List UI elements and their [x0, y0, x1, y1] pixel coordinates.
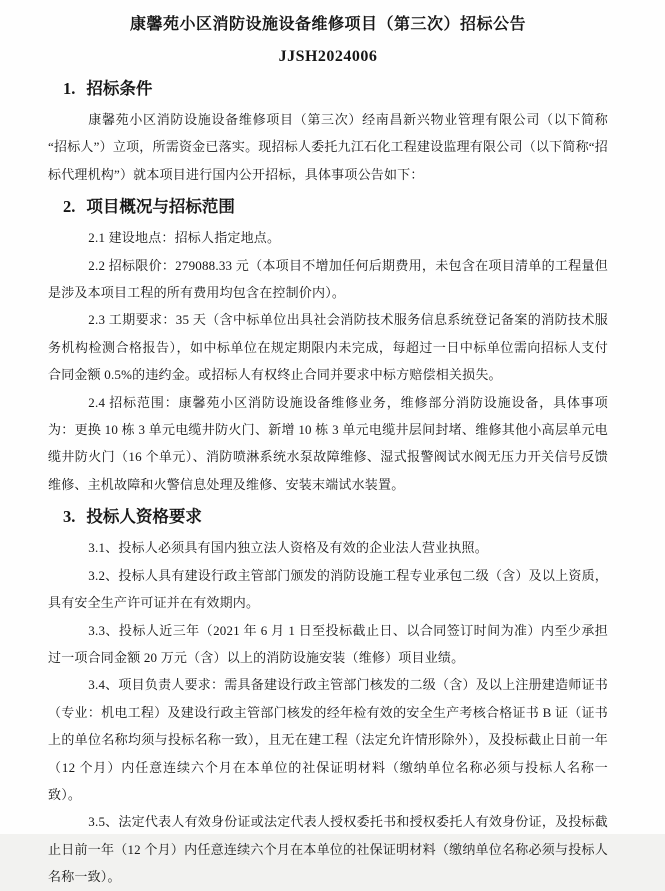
paragraph-legal-person-qualification: 3.1、投标人必须具有国内独立法人资格及有效的企业法人营业执照。: [88, 540, 488, 556]
paragraph-legal-representative-id: 3.5、法定代表人有效身份证或法定代表人授权委托书和授权委托人有效身份证，及投标截止日前一年（12 个月）内任意连续六个月在本单位的社保证明材料（缴纳单位名称必须与投标人名称一致）。: [48, 814, 608, 885]
paragraph-performance-requirement: 3.3、投标人近三年（2021 年 6 月 1 日至投标截止日、以合同签订时间为准）内至少承担过一项合同金额 20 万元（含）以上的消防设施安装（维修）项目业绩。: [48, 622, 608, 665]
document-title: 康馨苑小区消防设施设备维修项目（第三次）招标公告: [129, 16, 526, 33]
section-heading-project-overview: [48, 193, 608, 221]
paragraph-bid-price-limit: 2.2 招标限价：279088.33 元（本项目不增加任何后期费用，未包含在项目清单的工程量但是涉及本项目工程的所有费用均包含在控制价内）。: [48, 257, 608, 301]
paragraph-bid-scope: 2.4 招标范围：康馨苑小区消防设施设备维修业务，维修部分消防设施设备，具体事项为：更换 10 栋 3 单元电缆井防火门、新增 10 栋 3 单元电缆井层间封堵、维修其他小高层单元电缆井防火门（16 个单元）、消防喷淋系统水泵故障维修、湿式报警阀试水阀无压力开关信号反馈维修、主机故障和火警信息处理及维修、安装末端试水装置。: [48, 394, 608, 492]
paragraph-bid-conditions: 康馨苑小区消防设施设备维修项目（第三次）经南昌新兴物业管理有限公司（以下简称“招标人”）立项，所需资金已落实。现招标人委托九江石化工程建设监理有限公司（以下简称“招标代理机构”）就本项目进行国内公开招标，具体事项公告如下：: [48, 112, 608, 182]
paragraph-construction-period: 2.3 工期要求：35 天（含中标单位出具社会消防技术服务信息系统登记备案的消防技术服务机构检测合格报告），如中标单位在规定期限内未完成，每超过一日中标单位需向招标人支付合同金额 0.5%的违约金。或招标人有权终止合同并要求中标方赔偿相关损失。: [48, 312, 608, 383]
section-number: 3.: [63, 507, 76, 527]
paragraph-enterprise-qualification: 3.2、投标人具有建设行政主管部门颁发的消防设施工程专业承包二级（含）及以上资质，具有安全生产许可证并在有效期内。: [48, 567, 608, 611]
paragraph-construction-site: 2.1 建设地点：招标人指定地点。: [88, 230, 281, 246]
section-heading-bidder-qualifications: [48, 503, 608, 531]
section-number: 2.: [63, 197, 76, 217]
document-number: JJSH2024006: [278, 48, 378, 65]
section-label: 投标人资格要求: [86, 507, 202, 527]
section-heading-bid-conditions: [48, 75, 608, 103]
section-number: 1.: [63, 79, 76, 98]
section-label: 项目概况与招标范围: [86, 197, 235, 217]
paragraph-project-manager-requirement: 3.4、项目负责人要求：需具备建设行政主管部门核发的二级（含）及以上注册建造师证书（专业：机电工程）及建设行政主管部门核发的经年检有效的安全生产考核合格证书 B 证（证书上的单位名称均须与投标名称一致），且无在建工程（法定允许情形除外），及投标截止日前一年（12 个月）内任意连续六个月在本单位的社保证明材料（缴纳单位名称必须与投标人名称一致）。: [48, 677, 608, 802]
section-label: 招标条件: [86, 79, 153, 98]
